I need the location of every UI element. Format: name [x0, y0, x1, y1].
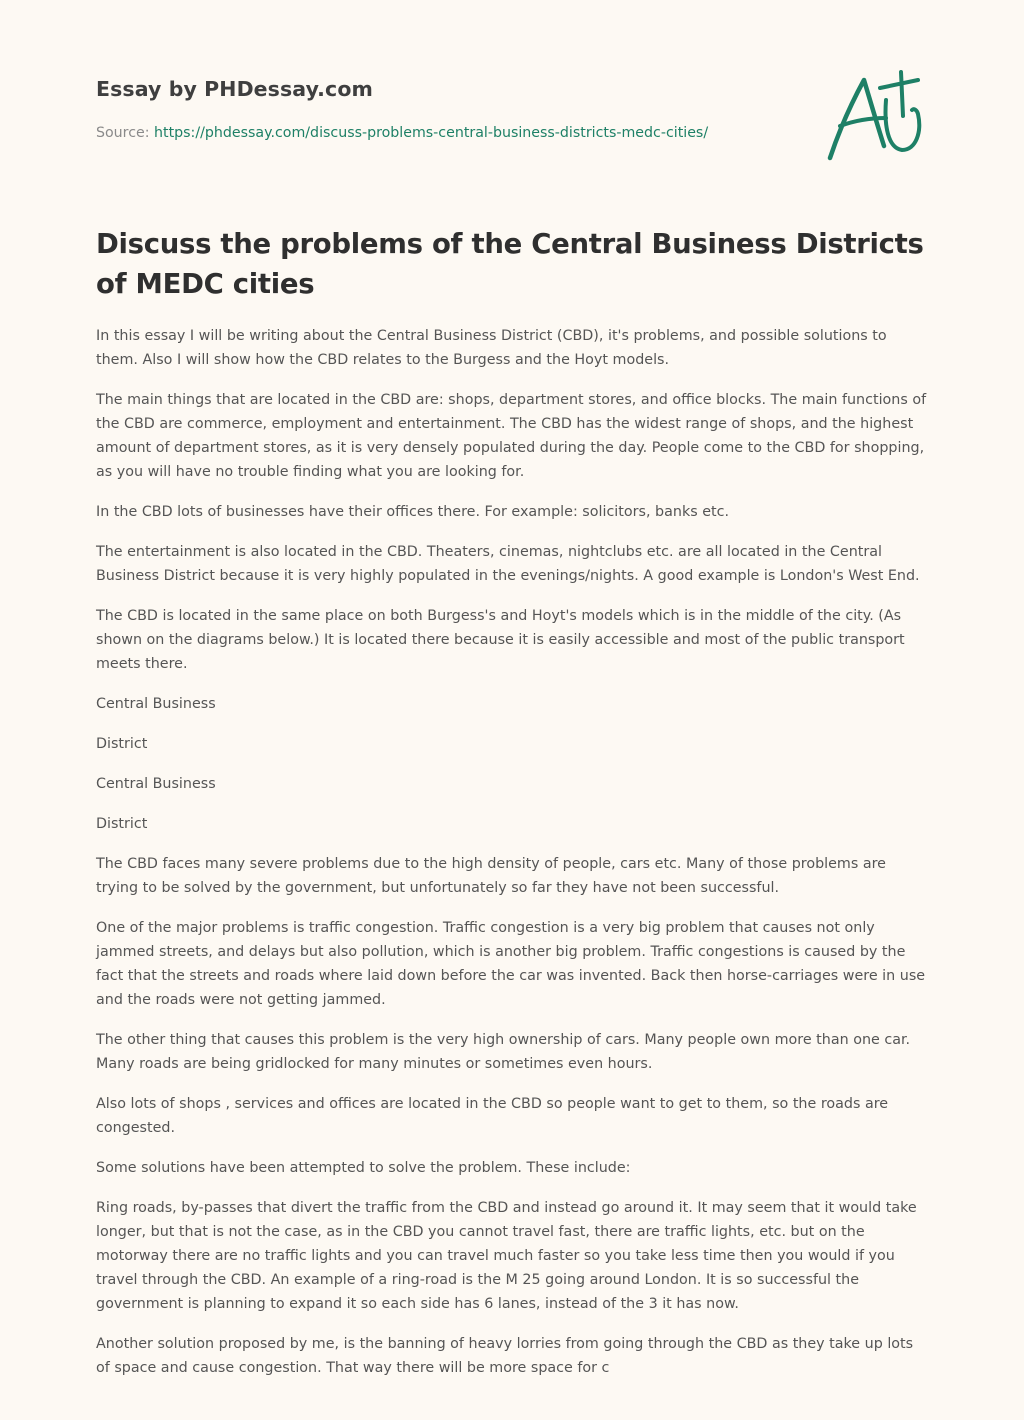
source-link[interactable]: https://phdessay.com/discuss-problems-central-business-districts-medc-cities/: [154, 125, 709, 141]
essay-paragraph: Another solution proposed by me, is the banning of heavy lorries from going through the CBD as they take up lots of space and cause congestion. That way there will be more space for c: [96, 1336, 914, 1376]
essay-paragraph: District: [96, 816, 148, 832]
essay-paragraph: Ring roads, by-passes that divert the traffic from the CBD and instead go around it. It may seem that it would take longer, but that is not the case, as in the CBD you cannot travel fast, there are traffic lights, etc. but on the motorway there are no traffic lights and you can travel much faster so you take less time then you would if you travel through the CBD. An example of a ring-road is the M 25 going around London. It is so successful the government is planning to expand it so each side has 6 lanes, instead of the 3 it has now.: [96, 1200, 917, 1312]
essay-paragraph: Also lots of shops , services and offices are located in the CBD so people want to get to them, so the roads are congested.: [96, 1096, 889, 1136]
essay-paragraph: In this essay I will be writing about the Central Business District (CBD), it's problems, and possible solutions to them. Also I will show how the CBD relates to the Burgess and the Hoyt models.: [96, 328, 887, 368]
essay-paragraph: The CBD faces many severe problems due to the high density of people, cars etc. Many of those problems are trying to be solved by the government, but unfortunately so far they have not been successful.: [96, 856, 886, 896]
essay-paragraph: District: [96, 736, 148, 752]
essay-paragraph: In the CBD lots of businesses have their offices there. For example: solicitors, banks etc.: [96, 504, 730, 520]
essay-paragraph: Central Business: [96, 776, 216, 792]
essay-title: Discuss the problems of the Central Business Districts of MEDC cities: [96, 228, 924, 300]
essay-paragraph: The other thing that causes this problem is the very high ownership of cars. Many people own more than one car. Many roads are being gridlocked for many minutes or sometimes even hours.: [96, 1032, 911, 1072]
essay-paragraph: The entertainment is also located in the CBD. Theaters, cinemas, nightclubs etc. are all located in the Central Business District because it is very highly populated in the evenings/nights. A good example is London's West End.: [96, 544, 920, 584]
site-brand: Essay by PHDessay.com: [96, 77, 373, 101]
essay-paragraph: Some solutions have been attempted to solve the problem. These include:: [96, 1160, 631, 1176]
essay-paragraph: The main things that are located in the CBD are: shops, department stores, and office blocks. The main functions of the CBD are commerce, employment and entertainment. The CBD has the widest range of shops, and the highest amount of department stores, as it is very densely populated during the day. People come to the CBD for shopping, as you will have no trouble finding what you are looking for.: [96, 392, 927, 480]
source-line: [96, 125, 708, 141]
a-plus-grade-icon: [822, 66, 932, 170]
source-label: Source:: [96, 125, 155, 141]
essay-paragraph: Central Business: [96, 696, 216, 712]
essay-body: [96, 324, 930, 1396]
essay-paragraph: One of the major problems is traffic congestion. Traffic congestion is a very big problem that causes not only jammed streets, and delays but also pollution, which is another big problem. Traffic congestions is caused by the fact that the streets and roads where laid down before the car was invented. Back then horse-carriages were in use and the roads were not getting jammed.: [96, 920, 926, 1008]
essay-paragraph: The CBD is located in the same place on both Burgess's and Hoyt's models which is in the middle of the city. (As shown on the diagrams below.) It is located there because it is easily accessible and most of the public transport meets there.: [96, 608, 905, 672]
